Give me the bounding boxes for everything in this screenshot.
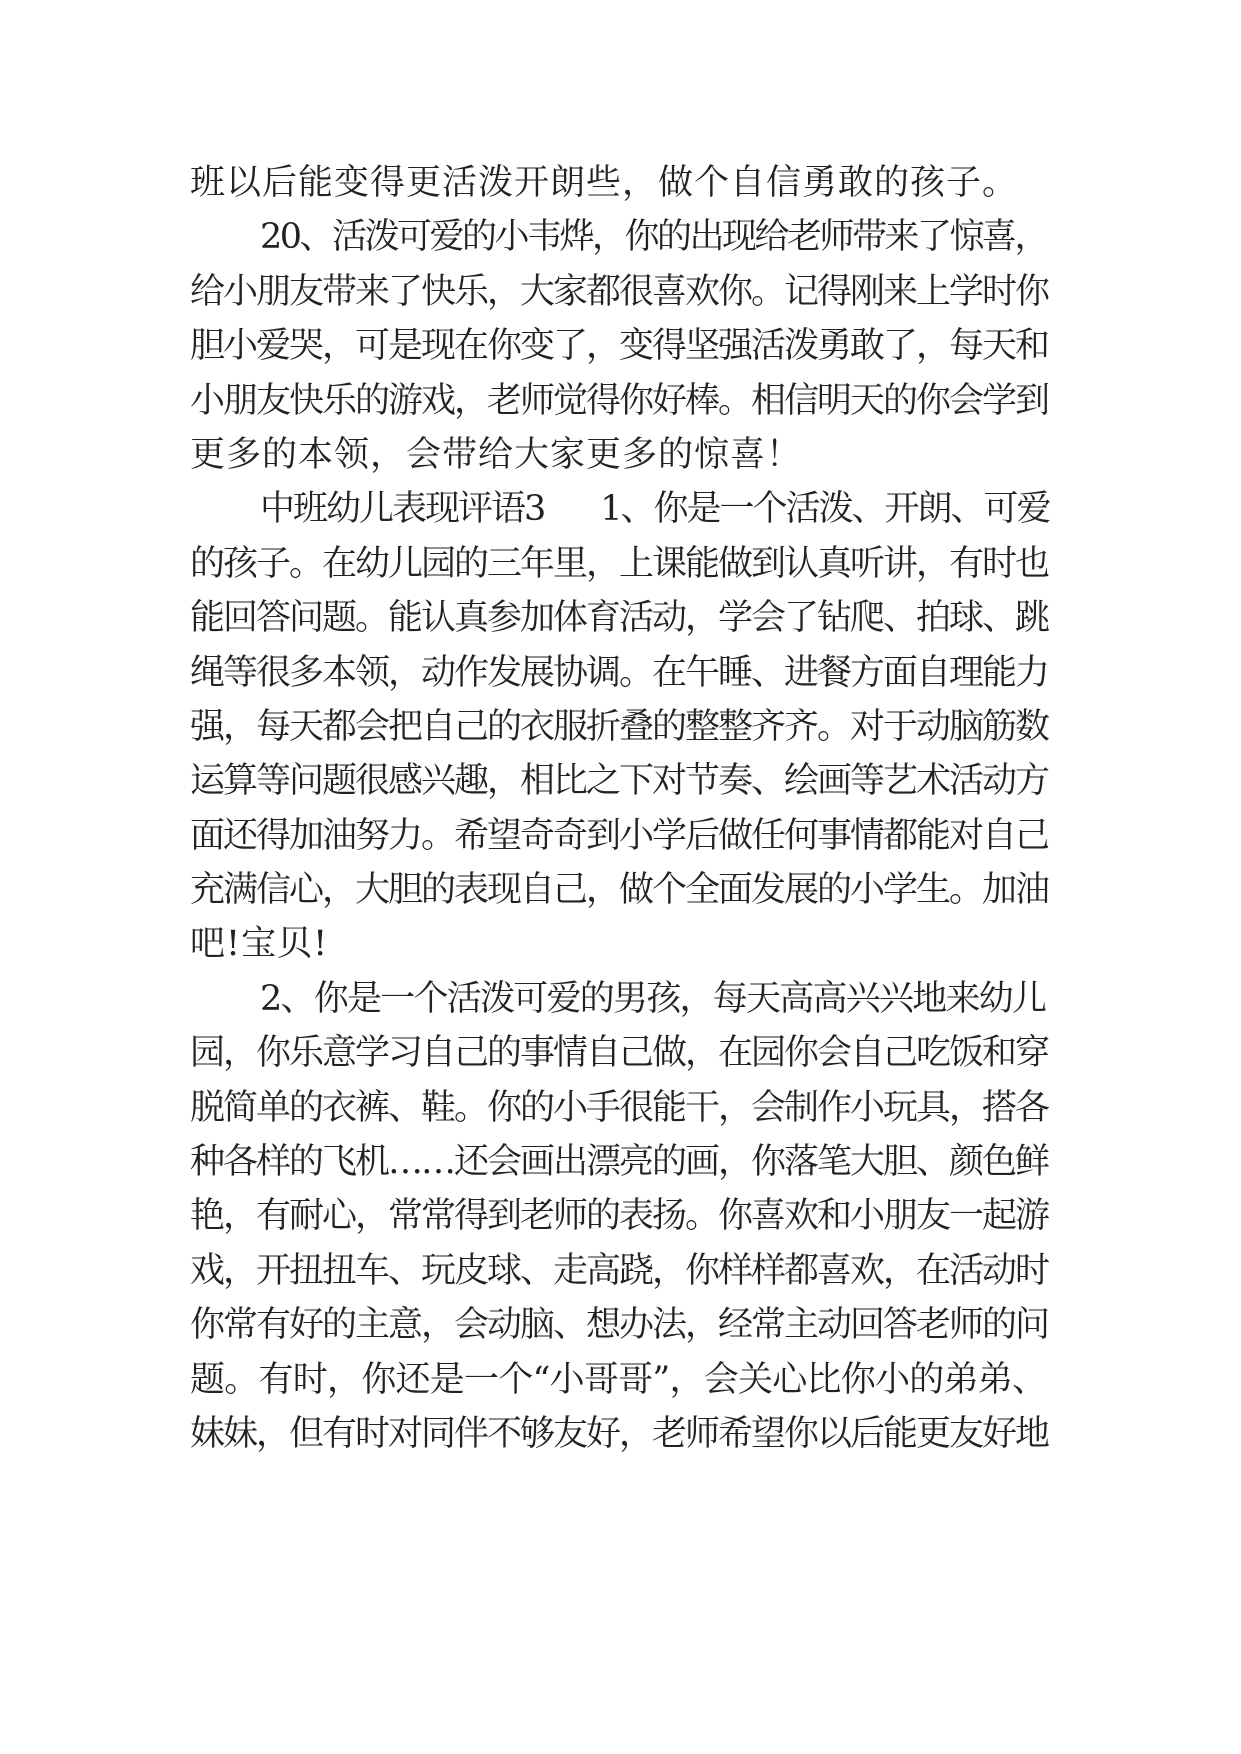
text-line: 戏，开扭扭车、玩皮球、走高跷，你样样都喜欢，在活动时 <box>190 1250 1049 1291</box>
text-line: 给小朋友带来了快乐，大家都很喜欢你。记得刚来上学时你 <box>190 271 1049 312</box>
text-line: 胆小爱哭，可是现在你变了，变得坚强活泼勇敢了，每天和 <box>190 326 1049 367</box>
text-line: 绳等很多本领，动作发展协调。在午睡、进餐方面自理能力 <box>190 652 1049 693</box>
text-line: 种各样的飞机……还会画出漂亮的画，你落笔大胆、颜色鲜 <box>190 1142 1049 1183</box>
text-line: 园，你乐意学习自己的事情自己做，在园你会自己吃饭和穿 <box>190 1033 1049 1074</box>
document-body <box>190 156 1050 1461</box>
text-line: 你常有好的主意，会动脑、想办法，经常主动回答老师的问 <box>190 1305 1049 1346</box>
text-line: 妹妹，但有时对同伴不够友好，老师希望你以后能更友好地 <box>190 1413 1049 1454</box>
text-line: 的孩子。在幼儿园的三年里，上课能做到认真听讲，有时也 <box>190 543 1049 584</box>
paragraph-start-line: 2、你是一个活泼可爱的男孩，每天高高兴兴地来幼儿 <box>260 978 1046 1019</box>
text-line: 脱简单的衣裤、鞋。你的小手很能干，会制作小玩具，搭各 <box>190 1087 1049 1128</box>
section-heading: 中班幼儿表现评语3 <box>260 489 545 530</box>
text-line: 运算等问题很感兴趣，相比之下对节奏、绘画等艺术活动方 <box>190 761 1049 802</box>
text-line: 艳，有耐心，常常得到老师的表扬。你喜欢和小朋友一起游 <box>190 1196 1049 1237</box>
text-line: 面还得加油努力。希望奇奇到小学后做任何事情都能对自己 <box>190 815 1049 856</box>
text-line: 题。有时，你还是一个“小哥哥”，会关心比你小的弟弟、 <box>190 1359 1047 1400</box>
section-heading-line <box>190 482 1050 536</box>
text-line: 班以后能变得更活泼开朗些，做个自信勇敢的孩子。 <box>190 163 1019 203</box>
paragraph-start-text: 1、你是一个活泼、开朗、可爱 <box>600 489 1050 530</box>
paragraph-start-line: 20、活泼可爱的小韦烨，你的出现给老师带来了惊喜， <box>260 217 1048 258</box>
text-line: 小朋友快乐的游戏，老师觉得你好棒。相信明天的你会学到 <box>190 380 1049 421</box>
text-line: 吧!宝贝! <box>190 924 329 965</box>
text-line: 能回答问题。能认真参加体育活动，学会了钻爬、拍球、跳 <box>190 598 1049 639</box>
text-line: 强，每天都会把自己的衣服折叠的整整齐齐。对于动脑筋数 <box>190 706 1049 747</box>
text-line: 充满信心，大胆的表现自己，做个全面发展的小学生。加油 <box>190 870 1049 911</box>
text-line: 更多的本领，会带给大家更多的惊喜！ <box>190 434 803 475</box>
